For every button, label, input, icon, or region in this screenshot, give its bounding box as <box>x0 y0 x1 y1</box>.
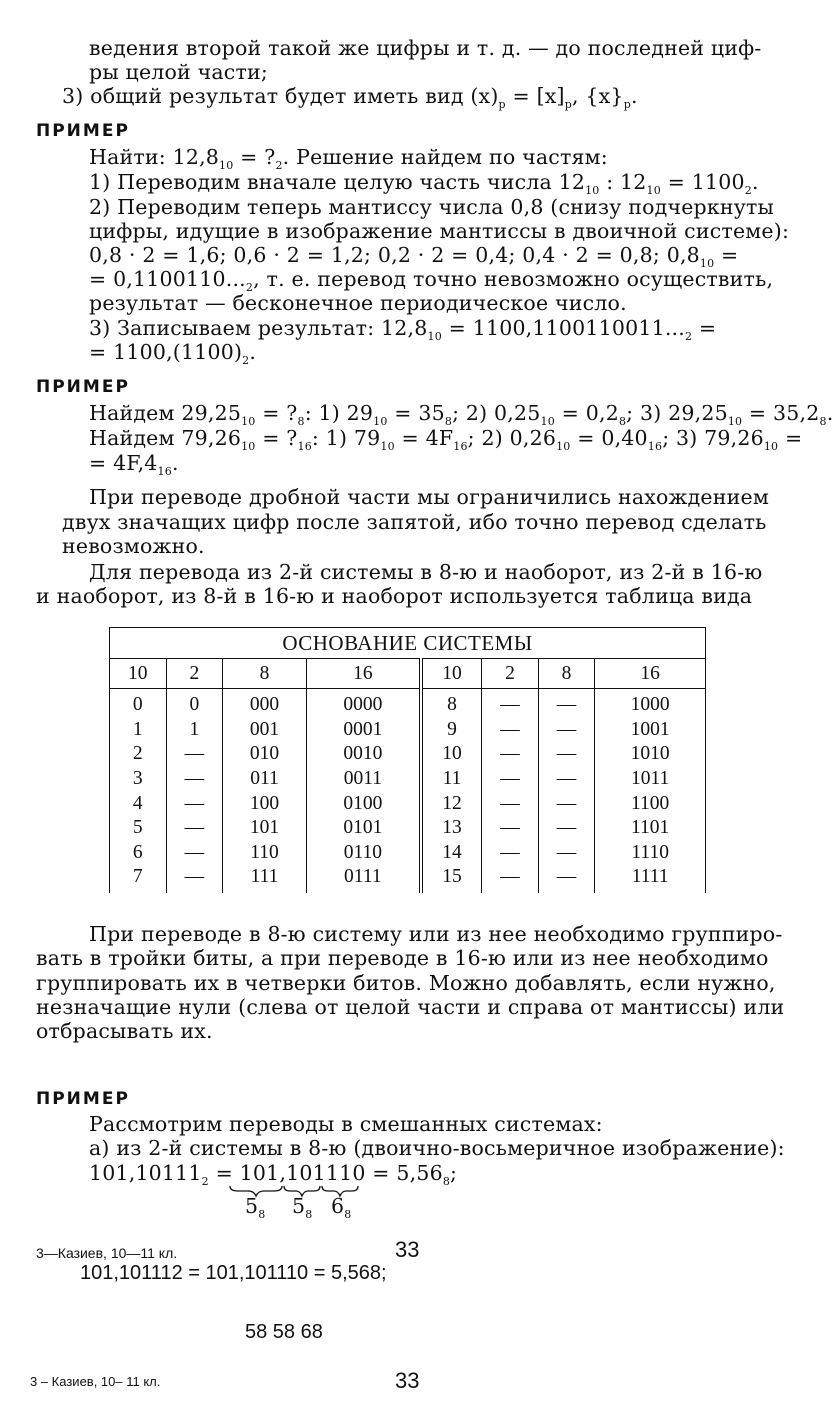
ghost-line: 58 58 68 <box>245 1321 323 1343</box>
table-row <box>110 865 706 893</box>
table-cell: — <box>538 865 595 893</box>
table-cell: — <box>482 689 539 718</box>
table-header: 2 <box>482 659 539 689</box>
text-line: невозможно. <box>62 534 205 558</box>
example-heading: ПРИМЕР <box>36 1089 130 1109</box>
table-row <box>110 767 706 792</box>
table-title: ОСНОВАНИЕ СИСТЕМЫ <box>110 628 706 659</box>
text-line: Рассмотрим переводы в смешанных системах: <box>89 1112 603 1136</box>
table-cell: 110 <box>223 841 307 866</box>
example-heading: ПРИМЕР <box>36 121 130 141</box>
table-cell: 100 <box>223 791 307 816</box>
table-header: 16 <box>306 659 421 689</box>
text-line: 3) Записываем результат: $12,8_{10} = 1100,1100110011..._2$ = <box>89 316 717 344</box>
table-cell: 010 <box>223 742 307 767</box>
table-row <box>110 689 706 718</box>
table-cell: 1111 <box>595 865 706 893</box>
table-cell: 000 <box>223 689 307 718</box>
text-line: 0,8 · 2 = 1,6; 0,6 · 2 = 1,2; 0,2 · 2 = 0,4; 0,4 · 2 = 0,8; $0,8_{10}$ = <box>89 243 739 271</box>
text-line: цифры, идущие в изображение мантиссы в двоичной системе): <box>89 219 790 243</box>
text-line: = $4F,4_{16}$. <box>89 451 179 479</box>
text-line: = $0,1100110..._2$, т. е. перевод точно невозможно осуществить, <box>89 267 774 295</box>
text-line: 2) Переводим теперь мантиссу числа 0,8 (снизу подчеркнуты <box>89 195 775 219</box>
table-header: 10 <box>421 659 482 689</box>
table-cell: — <box>166 816 223 841</box>
clipped-text-line <box>80 1262 500 1296</box>
table-cell: — <box>538 791 595 816</box>
table-cell: 0100 <box>306 791 421 816</box>
table-cell: — <box>166 791 223 816</box>
table-header: 8 <box>223 659 307 689</box>
table-header: 16 <box>595 659 706 689</box>
text-line: вать в тройки биты, а при переводе в 16-ю или из нее необходимо <box>36 946 769 970</box>
table-cell: — <box>482 767 539 792</box>
table-cell: 111 <box>223 865 307 893</box>
table-cell: 0 <box>166 689 223 718</box>
table-cell: 0110 <box>306 841 421 866</box>
text-line: результат — бесконечное периодическое число. <box>89 291 627 315</box>
table-cell: — <box>538 816 595 841</box>
text-line: Найдем $79,26_{10}$ = $?_{16}$: 1) $79_{10} = 4F_{16}$; 2) $0,26_{10} = 0,40_{16}$; 3) $79,26_{10}$ = <box>89 426 803 454</box>
table-cell: — <box>166 742 223 767</box>
table-cell: 8 <box>421 689 482 718</box>
table-row <box>110 791 706 816</box>
text-line: группировать их в четверки битов. Можно добавлять, если нужно, <box>36 971 776 995</box>
table-header: 8 <box>538 659 595 689</box>
text-line: Найти: $12,8_{10}$ = $?_2$. Решение найдем по частям: <box>89 145 608 173</box>
table-cell: 15 <box>421 865 482 893</box>
text-line: и наоборот, из 8-й в 16-ю и наоборот используется таблица вида <box>36 584 753 608</box>
text-line: При переводе в 8-ю систему или из нее необходимо группиро- <box>89 922 783 946</box>
text-line: незначащие нули (слева от целой части и справа от мантиссы) или <box>36 995 785 1019</box>
table-cell: 101 <box>223 816 307 841</box>
table-cell: — <box>482 718 539 743</box>
table-cell: — <box>482 865 539 893</box>
table-cell: — <box>166 841 223 866</box>
text-line: ведения второй такой же цифры и т. д. — до последней циф- <box>89 36 762 60</box>
table-cell: — <box>538 689 595 718</box>
text-line: 3) общий результат будет иметь вид $(x)_p = [x]_p$, $\{x\}_p$. <box>62 84 638 112</box>
table-cell: 0 <box>110 689 167 718</box>
table-cell: — <box>482 816 539 841</box>
table-cell: 1101 <box>595 816 706 841</box>
table-header: 2 <box>166 659 223 689</box>
ghost-line: 101,101112 = 101,101110 = 5,568; <box>80 1262 387 1284</box>
number-base-table <box>109 627 706 893</box>
table-cell: — <box>166 865 223 893</box>
brace-label: $5_8$ <box>245 1194 266 1222</box>
table-cell: 0101 <box>306 816 421 841</box>
table-cell: 0000 <box>306 689 421 718</box>
table-cell: 14 <box>421 841 482 866</box>
text-line: Найдем $29,25_{10}$ = $?_8$: 1) $29_{10} = 35_8$; 2) $0,25_{10} = 0,2_8$; 3) $29,25_{10} = 35,2_8$. <box>89 401 833 429</box>
table-cell: 011 <box>223 767 307 792</box>
table-cell: 6 <box>110 841 167 866</box>
text-line: а) из 2-й системы в 8-ю (двоично-восьмеричное изображение): <box>89 1136 785 1160</box>
table-cell: 1 <box>110 718 167 743</box>
table-cell: 001 <box>223 718 307 743</box>
table-row <box>110 816 706 841</box>
table-cell: 4 <box>110 791 167 816</box>
text-line: ры целой части; <box>89 60 268 84</box>
text-line: двух значащих цифр после запятой, ибо точно перевод сделать <box>62 510 767 534</box>
footer-source: 3—Казиев, 10—11 кл. <box>36 1245 178 1261</box>
table-cell: 1100 <box>595 791 706 816</box>
brace-label: $6_8$ <box>331 1194 352 1222</box>
text-line: 1) Переводим вначале целую часть числа $12_{10}$ : $12_{10} = 1100_2$. <box>89 170 759 198</box>
table-cell: 1011 <box>595 767 706 792</box>
table-row <box>110 841 706 866</box>
example-heading: ПРИМЕР <box>36 377 130 397</box>
table-cell: — <box>538 742 595 767</box>
table-cell: 1001 <box>595 718 706 743</box>
table-cell: 11 <box>421 767 482 792</box>
table-cell: — <box>482 791 539 816</box>
table-cell: 1000 <box>595 689 706 718</box>
table-cell: 0001 <box>306 718 421 743</box>
table-cell: 9 <box>421 718 482 743</box>
table-cell: — <box>166 767 223 792</box>
table-cell: 10 <box>421 742 482 767</box>
table-row <box>110 718 706 743</box>
table-cell: — <box>482 841 539 866</box>
table-cell: — <box>482 742 539 767</box>
table-cell: 0010 <box>306 742 421 767</box>
table-row <box>110 742 706 767</box>
table-cell: 1110 <box>595 841 706 866</box>
table-cell: 2 <box>110 742 167 767</box>
text-line: отбрасывать их. <box>36 1019 213 1043</box>
table-cell: 0111 <box>306 865 421 893</box>
table-cell: 1 <box>166 718 223 743</box>
text-line: При переводе дробной части мы ограничились нахождением <box>89 485 769 509</box>
table-cell: — <box>538 767 595 792</box>
table-cell: — <box>538 841 595 866</box>
table-cell: 3 <box>110 767 167 792</box>
brace-label: $5_8$ <box>292 1194 313 1222</box>
page-number: 33 <box>395 1237 420 1262</box>
table-cell: 1010 <box>595 742 706 767</box>
text-line: Для перевода из 2-й системы в 8-ю и наоборот, из 2-й в 16-ю <box>89 560 763 584</box>
table-cell: — <box>538 718 595 743</box>
text-line: = $1100,(1100)_2$. <box>89 340 257 368</box>
table-cell: 0011 <box>306 767 421 792</box>
page-number: 33 <box>395 1368 420 1393</box>
table-header: 10 <box>110 659 167 689</box>
text-line: $101,10111_2 = 101,101110 = 5,56_8$; <box>89 1161 458 1189</box>
table-cell: 12 <box>421 791 482 816</box>
table-cell: 7 <box>110 865 167 893</box>
footer-source: 3 – Казиев, 10– 11 кл. <box>30 1374 161 1389</box>
table-cell: 5 <box>110 816 167 841</box>
table-cell: 13 <box>421 816 482 841</box>
